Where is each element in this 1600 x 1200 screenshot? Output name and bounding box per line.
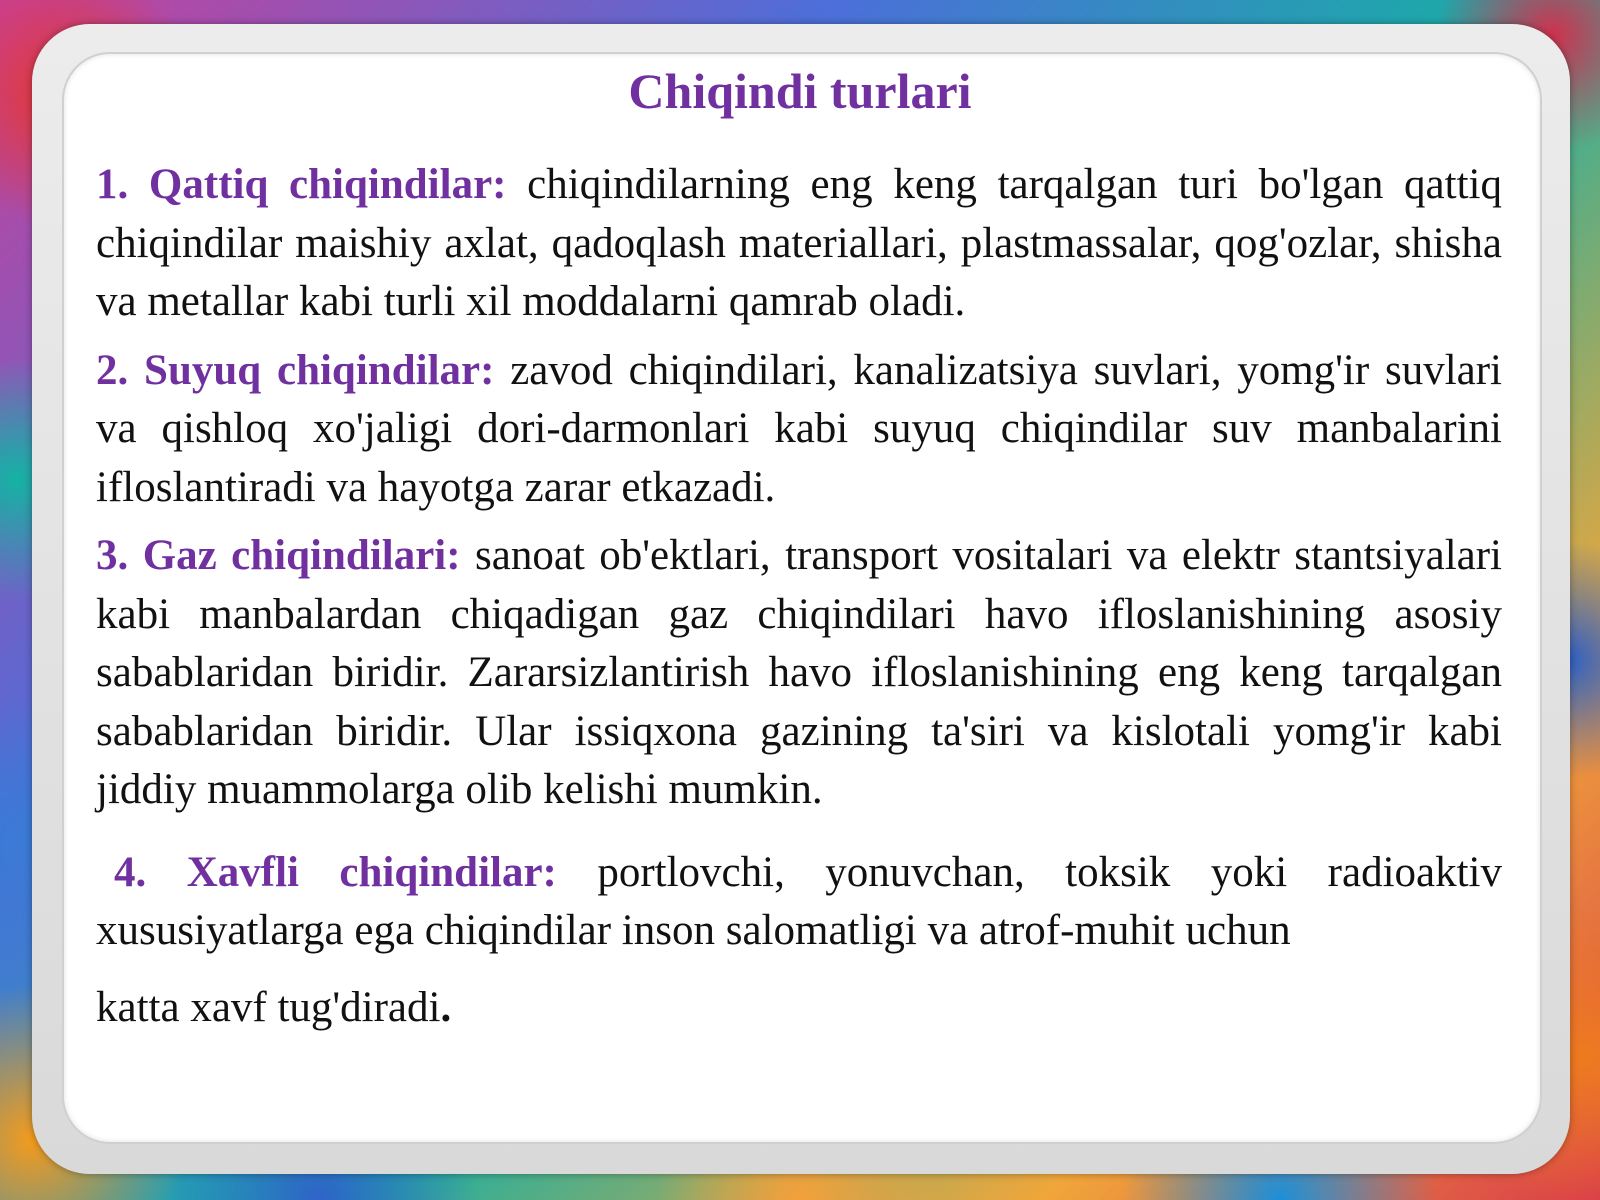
item-label: 2. Suyuq chiqindilar: (96, 346, 495, 394)
item-label: 1. Qattiq chiqindilar: (96, 161, 507, 208)
item-final-line (96, 979, 1502, 1038)
list-item-solid-waste (96, 156, 1502, 332)
slide-title: Chiqindi turlari (628, 63, 972, 119)
item-text: portlovchi, yonuvchan, toksik yoki radioaktiv xususiyatlarga ega chiqindilar inson salomatligi va atrof-muhit uchun (96, 848, 1502, 954)
item-text: chiqindilarning eng keng tarqalgan turi bo'lgan qattiq chiqindilar maishiy axlat, qadoqlash materiallari, plastmassalar, qog'ozlar, shisha va metallar kabi turli xil moddalarni qamrab oladi. (96, 161, 1502, 325)
list-item-gas-waste (96, 527, 1502, 820)
item-text: zavod chiqindilari, kanalizatsiya suvlari, yomg'ir suvlari va qishloq xo'jaligi dori-darmonlari kabi suyuq chiqindilar suv manbalarini ifloslantiradi va hayotga zarar etkazadi. (96, 346, 1503, 511)
item-final-dot: . (440, 983, 452, 1031)
item-label: 4. Xavfli chiqindilar: (114, 848, 557, 896)
list-item-liquid-waste (96, 342, 1502, 518)
list-item-hazardous-waste (96, 844, 1502, 1038)
item-final-text: katta xavf tug'diradi (96, 983, 441, 1031)
item-text: sanoat ob'ektlari, transport vositalari va elektr stantsiyalari kabi manbalardan chiqadigan gaz chiqindilari havo ifloslanishining asosiy sabablaridan biridir. Zararsizlantirish havo ifloslanishining eng keng tarqalgan sabablaridan biridir. Ular issiqxona gazining ta'siri va kislotali yomg'ir kabi jiddiy muammolarga olib kelishi mumkin. (96, 532, 1502, 813)
slide-body (96, 156, 1502, 1047)
item-label: 3. Gaz chiqindilari: (96, 532, 461, 579)
